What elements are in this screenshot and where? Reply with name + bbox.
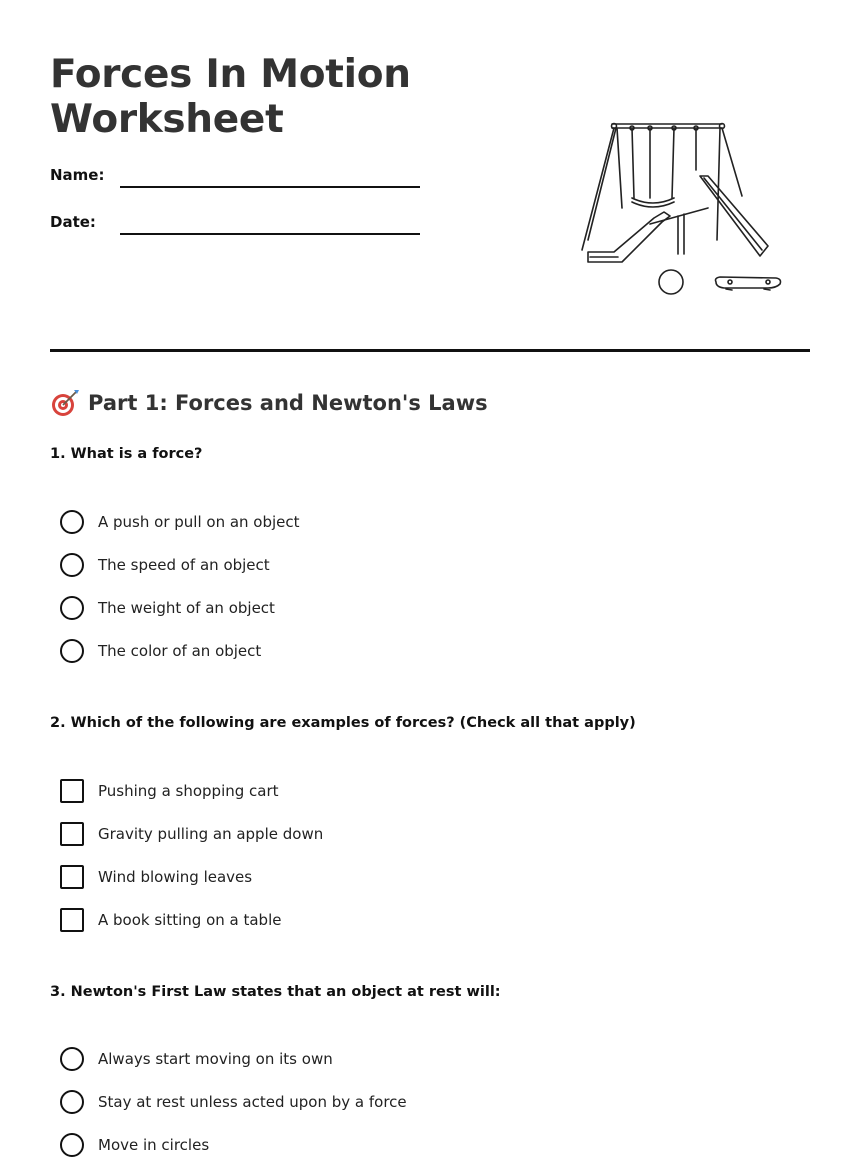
question-2-option-c[interactable] [60,864,252,890]
question-1-option-c[interactable] [60,595,275,621]
playground-illustration [570,112,790,304]
option-label: Stay at rest unless acted upon by a force [98,1093,407,1111]
option-label: A book sitting on a table [98,911,282,929]
section-1-title: Part 1: Forces and Newton's Laws [88,391,488,415]
question-3-option-b[interactable] [60,1089,407,1115]
target-icon [50,388,80,418]
checkbox[interactable] [60,908,84,932]
option-label: Move in circles [98,1136,210,1154]
question-2-option-a[interactable] [60,778,279,804]
radio-button[interactable] [60,1090,84,1114]
question-1-option-d[interactable] [60,638,261,664]
question-2-option-b[interactable] [60,821,323,847]
question-1-text: 1. What is a force? [50,446,203,462]
question-2-text: 2. Which of the following are examples of forces? (Check all that apply) [50,715,636,731]
name-field[interactable] [120,186,420,188]
radio-button[interactable] [60,553,84,577]
date-field[interactable] [120,233,420,235]
title-line-1: Forces In Motion [50,52,411,97]
checkbox[interactable] [60,865,84,889]
section-divider [50,349,810,352]
checkbox[interactable] [60,822,84,846]
question-1-option-b[interactable] [60,552,270,578]
option-label: The speed of an object [98,556,270,574]
worksheet-title [50,52,530,142]
radio-button[interactable] [60,510,84,534]
question-3-option-c[interactable] [60,1132,209,1158]
option-label: A push or pull on an object [98,513,300,531]
title-line-2: Worksheet [50,97,284,142]
radio-button[interactable] [60,1047,84,1071]
question-1-option-a[interactable] [60,509,300,535]
name-label: Name: [50,166,105,184]
question-3-option-a[interactable] [60,1046,333,1072]
radio-button[interactable] [60,1133,84,1157]
radio-button[interactable] [60,596,84,620]
checkbox[interactable] [60,779,84,803]
question-2-option-d[interactable] [60,907,281,933]
option-label: The color of an object [98,642,262,660]
option-label: Pushing a shopping cart [98,782,279,800]
option-label: Gravity pulling an apple down [98,825,324,843]
section-1-header [50,388,488,418]
radio-button[interactable] [60,639,84,663]
date-label: Date: [50,213,96,231]
option-label: Wind blowing leaves [98,868,253,886]
option-label: The weight of an object [98,599,275,617]
option-label: Always start moving on its own [98,1050,333,1068]
question-3-text: 3. Newton's First Law states that an object at rest will: [50,984,501,1000]
